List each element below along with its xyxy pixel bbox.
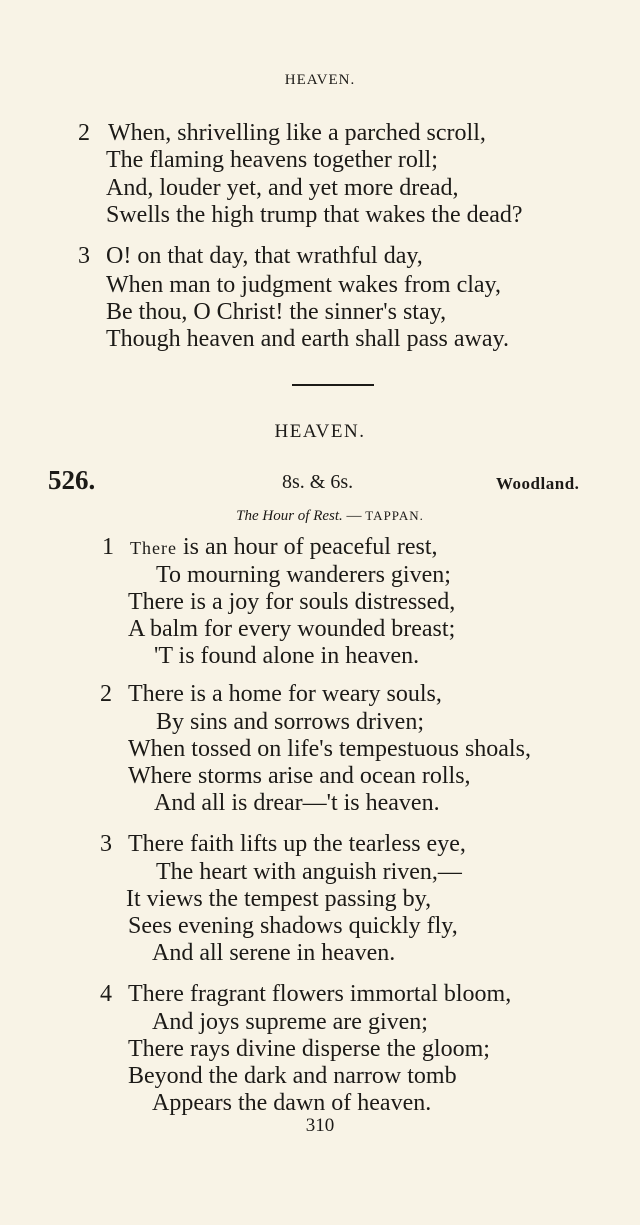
section-divider [292,384,374,386]
verse-line: Though heaven and earth shall pass away. [106,326,509,352]
section-title: HEAVEN. [274,421,366,442]
verse-line: A balm for every wounded breast; [128,616,456,642]
stanza-number: 1 [102,534,114,560]
verse-line: It views the tempest passing by, [126,886,432,912]
verse-line: The flaming heavens together roll; [106,147,438,173]
hymn-subtitle: The Hour of Rest. [236,508,343,524]
stanza-number: 2 [100,681,112,707]
verse-line: To mourning wanderers given; [156,562,451,588]
hymn-meter: 8s. & 6s. [282,471,354,493]
verse-line: O! on that day, that wrathful day, [106,243,423,269]
verse-line-rest: is an hour of peaceful rest, [182,534,438,560]
hymn-number: 526. [48,465,96,495]
stanza-number: 4 [100,981,112,1007]
verse-line: When man to judgment wakes from clay, [106,272,501,298]
verse-line: And, louder yet, and yet more dread, [106,175,459,201]
verse-line: Beyond the dark and narrow tomb [128,1063,457,1089]
stanza-number: 3 [78,243,90,269]
hymn-attribution [0,507,640,525]
verse-line: Swells the high trump that wakes the dead? [106,202,523,228]
verse-line: And all serene in heaven. [152,940,396,966]
verse-line: There is a home for weary souls, [128,681,442,707]
verse-line: And joys supreme are given; [152,1009,428,1035]
verse-line: When, shrivelling like a parched scroll, [108,120,486,146]
stanza-number: 3 [100,831,112,857]
verse-line: There faith lifts up the tearless eye, [128,831,466,857]
verse-line: The heart with anguish riven,— [156,859,462,885]
verse-line: There is a joy for souls distressed, [128,589,456,615]
verse-line: Appears the dawn of heaven. [152,1090,432,1116]
page-number: 310 [305,1115,335,1136]
verse-line: There rays divine disperse the gloom; [128,1036,490,1062]
verse-line: By sins and sorrows driven; [156,709,424,735]
verse-line: Where storms arise and ocean rolls, [128,763,471,789]
tune-name: Woodland. [496,474,580,493]
verse-line: When tossed on life's tempestuous shoals, [128,736,531,762]
verse-line: 'T is found alone in heaven. [154,643,420,669]
stanza-number: 2 [78,120,90,146]
verse-line: There fragrant flowers immortal bloom, [128,981,512,1007]
verse-line: And all is drear—'t is heaven. [154,790,440,816]
running-head: HEAVEN. [284,72,356,88]
verse-line: Be thou, O Christ! the sinner's stay, [106,299,447,325]
hymn-author: TAPPAN. [365,508,424,523]
attribution-dash: — [346,508,362,524]
verse-line [130,534,438,561]
verse-line: Sees evening shadows quickly fly, [128,913,458,939]
opening-word: There [130,538,177,558]
